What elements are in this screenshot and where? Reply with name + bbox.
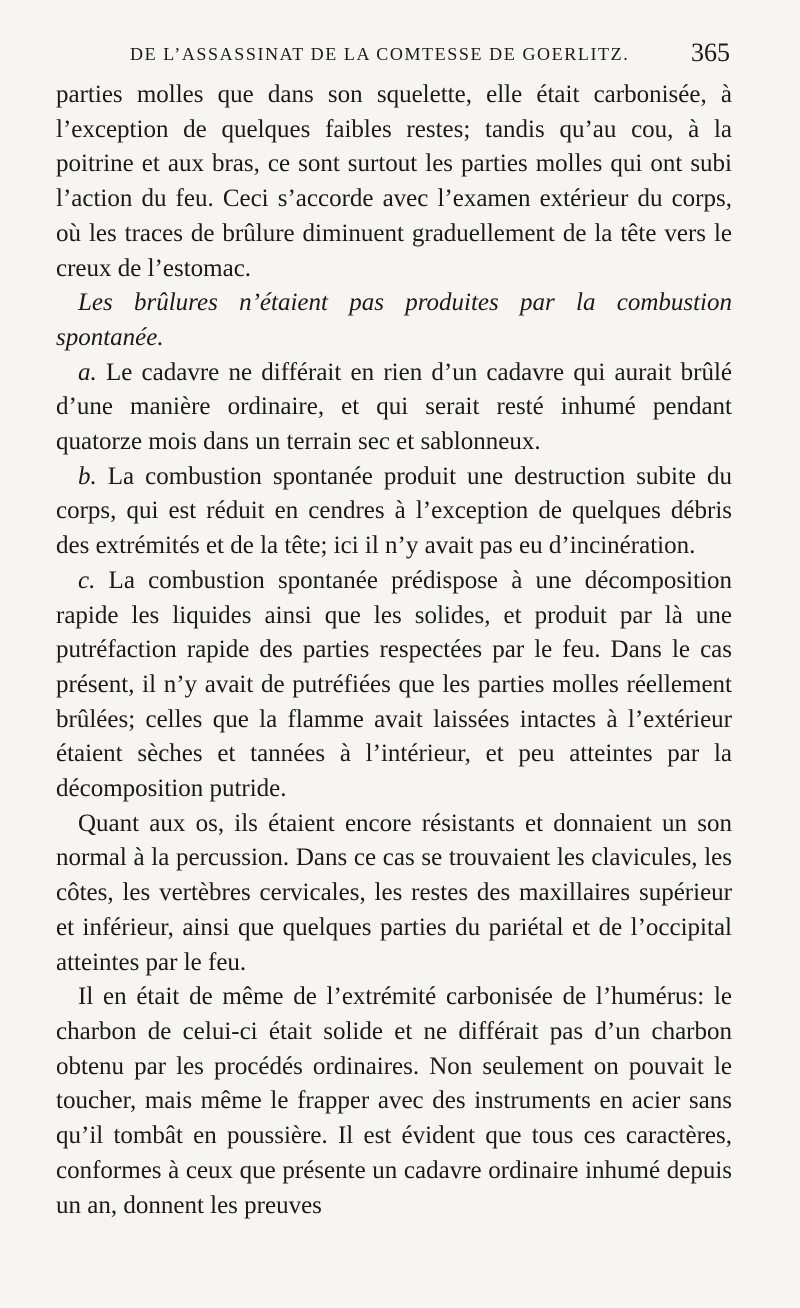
item-text: La combustion spontanée prédispose à une décomposition rapide les liquides ainsi que les solides, et produit par là une putréfaction rapide des parties respectées par le feu. Dans le cas présent, il n’y avait de putréfiées que les parties molles réellement brûlées; celles que la flamme avait laissées intactes à l’extérieur étaient sèches et tannées à l’intérieur, et peu atteintes par la décomposition putride. bbox=[56, 566, 732, 803]
italic-heading bbox=[56, 286, 732, 355]
list-item-b bbox=[56, 460, 732, 564]
page-number: 365 bbox=[691, 38, 730, 67]
list-item-c bbox=[56, 564, 732, 807]
item-label: a. bbox=[78, 358, 97, 386]
heading-text: Les brûlures n’étaient pas produites par la combustion spontanée. bbox=[56, 289, 732, 351]
running-head bbox=[130, 40, 730, 70]
list-item-a bbox=[56, 356, 732, 460]
body-text bbox=[56, 78, 732, 1223]
paragraph-text: Il en était de même de l’extrémité carbonisée de l’humérus: le charbon de celui-ci était solide et ne différait pas d’un charbon obtenu par les procédés ordinaires. Non seulement on pouvait le toucher, mais même le frapper avec des instruments en acier sans qu’il tombât en poussière. Il est évident que tous ces caractères, conformes à ceux que présente un cadavre ordinaire inhumé depuis un an, donnent les preuves bbox=[56, 983, 732, 1219]
paragraph-continuation bbox=[56, 78, 732, 286]
running-title: DE L’ASSASSINAT DE LA COMTESSE DE GOERLITZ. bbox=[130, 44, 630, 64]
paragraph-bones bbox=[56, 807, 732, 981]
paragraph-text: Quant aux os, ils étaient encore résistants et donnaient un son normal à la percussion. Dans ce cas se trouvaient les clavicules, les côtes, les vertèbres cervicales, les restes des maxillaires supérieur et inférieur, ainsi que quelques parties du pariétal et de l’occipital atteintes par le feu. bbox=[56, 809, 732, 976]
item-label: b. bbox=[78, 462, 97, 490]
item-text: Le cadavre ne différait en rien d’un cadavre qui aurait brûlé d’une manière ordinaire, et qui serait resté inhumé pendant quatorze mois dans un terrain sec et sablonneux. bbox=[56, 358, 732, 456]
paragraph-humerus bbox=[56, 980, 732, 1223]
paragraph-text: parties molles que dans son squelette, elle était carbonisée, à l’exception de quelques faibles restes; tandis qu’au cou, à la poitrine et aux bras, ce sont surtout les parties molles qui ont subi l’action du feu. Ceci s’accorde avec l’examen extérieur du corps, où les traces de brûlure diminuent graduellement de la tête vers le creux de l’estomac. bbox=[56, 81, 732, 282]
item-label: c. bbox=[78, 566, 96, 594]
item-text: La combustion spontanée produit une destruction subite du corps, qui est réduit en cendres à l’exception de quelques débris des extrémités et de la tête; ici il n’y avait pas eu d’incinération. bbox=[56, 462, 732, 560]
